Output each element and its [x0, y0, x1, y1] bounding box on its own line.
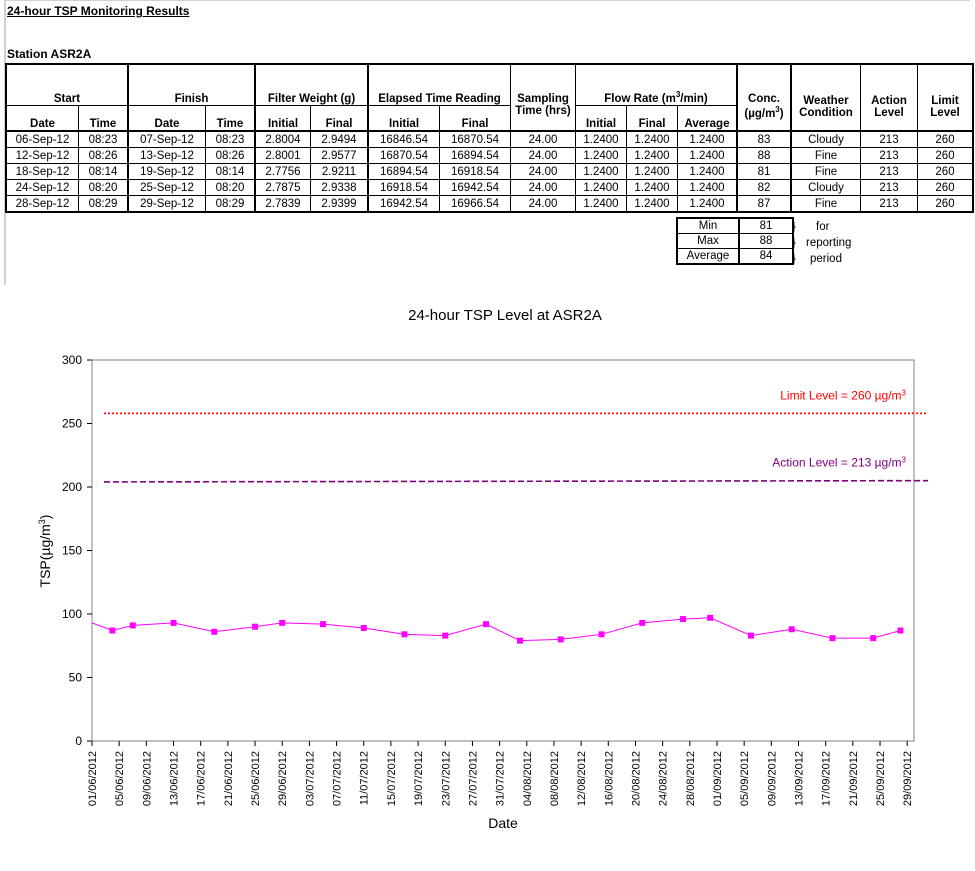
cell-finish-date: 25-Sep-12 [128, 180, 206, 196]
cell-sampling-time: 24.00 [511, 180, 576, 196]
stats-min-label: Min [677, 218, 739, 234]
action-level-label-sup: 3 [901, 455, 906, 465]
cell-conc: 88 [737, 148, 791, 164]
cell-start-time: 08:20 [79, 180, 129, 196]
results-table [5, 63, 974, 213]
x-tick-label: 20/08/2012 [630, 751, 643, 807]
header-limit-level: Limit Level [918, 64, 974, 131]
data-point [279, 620, 285, 626]
data-point [320, 621, 326, 627]
cell-elapsed-initial: 16870.54 [368, 148, 440, 164]
brace: } [792, 221, 796, 233]
limit-level-label-text: Limit Level = 260 µg/m [780, 388, 902, 403]
subheader-weight-initial: Initial [255, 106, 311, 132]
x-tick-label: 07/07/2012 [331, 751, 344, 807]
data-point [599, 631, 605, 637]
brace: } [792, 253, 796, 265]
report-title: 24-hour TSP Monitoring Results [7, 4, 190, 18]
x-tick-label: 24/08/2012 [657, 751, 670, 807]
cell-flow-final: 1.2400 [627, 131, 678, 148]
limit-level-label [780, 388, 906, 403]
data-point [252, 624, 258, 630]
cell-start-time: 08:23 [79, 131, 129, 148]
cell-limit-level: 260 [918, 164, 974, 180]
cell-flow-final: 1.2400 [627, 164, 678, 180]
cell-weight-initial: 2.8001 [255, 148, 311, 164]
subheader-elapsed-initial: Initial [368, 106, 440, 132]
data-point [517, 638, 523, 644]
header-weather: Weather Condition [791, 64, 861, 131]
data-point [558, 636, 564, 642]
stats-average-value: 84 [739, 249, 793, 265]
cell-elapsed-initial: 16918.54 [368, 180, 440, 196]
cell-action-level: 213 [861, 131, 918, 148]
data-point [442, 633, 448, 639]
cell-weight-initial: 2.7756 [255, 164, 311, 180]
cell-conc: 87 [737, 196, 791, 213]
period-note-line-2: reporting [806, 237, 852, 249]
cell-flow-average: 1.2400 [678, 196, 738, 213]
cell-sampling-time: 24.00 [511, 164, 576, 180]
cell-action-level: 213 [861, 180, 918, 196]
subheader-start-date: Date [6, 106, 79, 132]
cell-finish-time: 08:29 [206, 196, 256, 213]
tsp-line-chart [0, 290, 975, 865]
y-tick-label: 100 [61, 607, 82, 621]
x-axis [87, 741, 914, 806]
results-table-body [6, 131, 973, 212]
plot-area [92, 360, 914, 741]
x-tick-label: 01/09/2012 [711, 751, 724, 807]
header-filter-weight: Filter Weight (g) [255, 64, 368, 106]
x-tick-label: 09/06/2012 [141, 751, 154, 807]
data-point [401, 631, 407, 637]
table-row [6, 164, 973, 180]
x-tick-label: 01/06/2012 [87, 751, 99, 807]
cell-finish-date: 29-Sep-12 [128, 196, 206, 213]
cell-weight-final: 2.9211 [311, 164, 369, 180]
table-row [6, 196, 973, 213]
chart-title: 24-hour TSP Level at ASR2A [408, 307, 602, 324]
x-tick-label: 21/09/2012 [847, 751, 860, 807]
cell-start-date: 18-Sep-12 [6, 164, 79, 180]
cell-finish-date: 19-Sep-12 [128, 164, 206, 180]
station-label: Station ASR2A [7, 47, 92, 61]
header-sampling-time: Sampling Time (hrs) [511, 64, 576, 131]
x-tick-label: 03/07/2012 [304, 751, 317, 807]
action-level-label [772, 455, 906, 470]
cell-flow-initial: 1.2400 [576, 131, 627, 148]
cell-finish-date: 13-Sep-12 [128, 148, 206, 164]
period-note-line-3: period [810, 253, 842, 265]
x-tick-label: 04/08/2012 [521, 751, 534, 807]
cell-elapsed-initial: 16846.54 [368, 131, 440, 148]
cell-weight-final: 2.9338 [311, 180, 369, 196]
cell-start-time: 08:14 [79, 164, 129, 180]
y-axis-label-sup: 3 [37, 519, 47, 525]
data-point [870, 635, 876, 641]
cell-flow-initial: 1.2400 [576, 196, 627, 213]
stats-row-max [677, 234, 793, 249]
subheader-flow-final: Final [627, 106, 678, 132]
data-point [483, 621, 489, 627]
cell-flow-average: 1.2400 [678, 131, 738, 148]
stats-average-label: Average [677, 249, 739, 265]
reporting-period-note [792, 219, 851, 267]
cell-elapsed-final: 16870.54 [440, 131, 511, 148]
conc-label: Conc. [748, 93, 780, 106]
cell-finish-date: 07-Sep-12 [128, 131, 206, 148]
cell-flow-final: 1.2400 [627, 196, 678, 213]
cell-conc: 82 [737, 180, 791, 196]
data-point [680, 616, 686, 622]
brace: } [792, 237, 796, 249]
stats-max-label: Max [677, 234, 739, 249]
cell-elapsed-initial: 16894.54 [368, 164, 440, 180]
cell-start-date: 24-Sep-12 [6, 180, 79, 196]
x-tick-label: 21/06/2012 [222, 751, 235, 807]
cell-limit-level: 260 [918, 131, 974, 148]
cell-weight-initial: 2.7839 [255, 196, 311, 213]
stats-row-min [677, 218, 793, 234]
cell-flow-average: 1.2400 [678, 148, 738, 164]
stats-row-average [677, 249, 793, 265]
data-point [639, 620, 645, 626]
sheet-top-border [4, 0, 970, 1]
conc-unit-suffix: ) [779, 107, 784, 120]
cell-finish-time: 08:14 [206, 164, 256, 180]
x-tick-label: 05/06/2012 [114, 751, 127, 807]
cell-elapsed-initial: 16942.54 [368, 196, 440, 213]
header-conc [737, 64, 791, 131]
x-tick-label: 28/08/2012 [684, 751, 697, 807]
table-row [6, 148, 973, 164]
y-tick-label: 200 [61, 480, 82, 494]
x-tick-label: 11/07/2012 [358, 751, 371, 806]
cell-weight-final: 2.9577 [311, 148, 369, 164]
stats-min-value: 81 [739, 218, 793, 234]
cell-weight-final: 2.9399 [311, 196, 369, 213]
x-tick-label: 19/07/2012 [413, 751, 426, 807]
cell-weight-initial: 2.8004 [255, 131, 311, 148]
table-group-header-row [6, 64, 973, 106]
stats-table [676, 217, 794, 265]
cell-start-time: 08:29 [79, 196, 129, 213]
y-tick-label: 150 [61, 543, 82, 558]
y-axis-label [37, 515, 53, 588]
x-tick-label: 16/08/2012 [603, 751, 616, 807]
x-tick-label: 12/08/2012 [576, 751, 589, 807]
cell-sampling-time: 24.00 [511, 148, 576, 164]
subheader-finish-date: Date [128, 106, 206, 132]
conc-unit-prefix: (µg/m [744, 107, 776, 120]
table-row [6, 180, 973, 196]
cell-weather: Cloudy [791, 180, 861, 196]
x-tick-label: 29/06/2012 [277, 751, 290, 807]
flow-rate-prefix: Flow Rate (m [604, 93, 676, 105]
data-point [707, 615, 713, 621]
x-tick-label: 23/07/2012 [440, 751, 453, 807]
x-tick-label: 17/06/2012 [195, 751, 208, 807]
cell-start-date: 28-Sep-12 [6, 196, 79, 213]
limit-level-label-sup: 3 [901, 387, 906, 397]
data-point [211, 629, 217, 635]
action-level-label-text: Action Level = 213 µg/m [772, 455, 902, 470]
cell-weather: Fine [791, 196, 861, 213]
table-row [6, 131, 973, 148]
cell-flow-average: 1.2400 [678, 164, 738, 180]
header-start: Start [6, 64, 128, 106]
y-axis-label-prefix: TSP(µg/m [37, 524, 53, 588]
data-point [789, 626, 795, 632]
cell-action-level: 213 [861, 164, 918, 180]
subheader-start-time: Time [79, 106, 129, 132]
y-axis-label-suffix: ) [37, 514, 53, 520]
cell-weight-initial: 2.7875 [255, 180, 311, 196]
x-tick-label: 05/09/2012 [739, 751, 752, 807]
cell-limit-level: 260 [918, 180, 974, 196]
cell-weather: Fine [791, 164, 861, 180]
cell-weather: Fine [791, 148, 861, 164]
cell-finish-time: 08:20 [206, 180, 256, 196]
data-point [361, 625, 367, 631]
cell-elapsed-final: 16894.54 [440, 148, 511, 164]
cell-flow-initial: 1.2400 [576, 164, 627, 180]
y-tick-label: 250 [61, 416, 82, 431]
cell-flow-initial: 1.2400 [576, 148, 627, 164]
header-finish: Finish [128, 64, 255, 106]
x-tick-label: 25/06/2012 [250, 751, 263, 807]
header-flow-rate [576, 64, 738, 106]
y-tick-label: 300 [61, 353, 82, 367]
cell-conc: 83 [737, 131, 791, 148]
x-tick-label: 25/09/2012 [875, 751, 888, 807]
cell-flow-initial: 1.2400 [576, 180, 627, 196]
cell-start-date: 06-Sep-12 [6, 131, 79, 148]
x-tick-label: 13/06/2012 [168, 751, 181, 807]
stats-max-value: 88 [739, 234, 793, 249]
x-tick-label: 15/07/2012 [385, 751, 398, 807]
cell-weight-final: 2.9494 [311, 131, 369, 148]
flow-rate-sup: 3 [675, 90, 681, 100]
cell-flow-average: 1.2400 [678, 180, 738, 196]
x-tick-label: 09/09/2012 [766, 751, 779, 807]
subheader-flow-initial: Initial [576, 106, 627, 132]
data-point [748, 633, 754, 639]
cell-flow-final: 1.2400 [627, 148, 678, 164]
cell-action-level: 213 [861, 196, 918, 213]
x-tick-label: 13/09/2012 [793, 751, 806, 807]
header-elapsed-time: Elapsed Time Reading [368, 64, 511, 106]
cell-limit-level: 260 [918, 196, 974, 213]
cell-elapsed-final: 16942.54 [440, 180, 511, 196]
cell-elapsed-final: 16966.54 [440, 196, 511, 213]
cell-limit-level: 260 [918, 148, 974, 164]
x-tick-label: 29/09/2012 [902, 751, 915, 807]
subheader-elapsed-final: Final [440, 106, 511, 132]
subheader-flow-average: Average [678, 106, 738, 132]
data-point [130, 622, 136, 628]
y-axis [62, 353, 92, 748]
cell-sampling-time: 24.00 [511, 131, 576, 148]
y-tick-label: 0 [75, 734, 82, 748]
cell-elapsed-final: 16918.54 [440, 164, 511, 180]
cell-sampling-time: 24.00 [511, 196, 576, 213]
x-tick-label: 31/07/2012 [494, 751, 507, 807]
cell-finish-time: 08:23 [206, 131, 256, 148]
cell-weather: Cloudy [791, 131, 861, 148]
subheader-finish-time: Time [206, 106, 256, 132]
x-tick-label: 08/08/2012 [548, 751, 561, 807]
cell-start-time: 08:26 [79, 148, 129, 164]
x-tick-label: 17/09/2012 [820, 751, 833, 807]
cell-action-level: 213 [861, 148, 918, 164]
x-tick-label: 27/07/2012 [467, 751, 480, 807]
x-axis-label: Date [488, 815, 518, 831]
cell-start-date: 12-Sep-12 [6, 148, 79, 164]
flow-rate-suffix: /min) [680, 93, 708, 105]
cell-finish-time: 08:26 [206, 148, 256, 164]
period-note-line-1: for [816, 221, 830, 233]
cell-flow-final: 1.2400 [627, 180, 678, 196]
cell-conc: 81 [737, 164, 791, 180]
data-point [109, 628, 115, 634]
header-action-level: Action Level [861, 64, 918, 131]
data-point [897, 628, 903, 634]
data-point [171, 620, 177, 626]
data-point [829, 635, 835, 641]
y-tick-label: 50 [68, 670, 82, 685]
subheader-weight-final: Final [311, 106, 369, 132]
conc-unit-sup: 3 [775, 105, 780, 115]
